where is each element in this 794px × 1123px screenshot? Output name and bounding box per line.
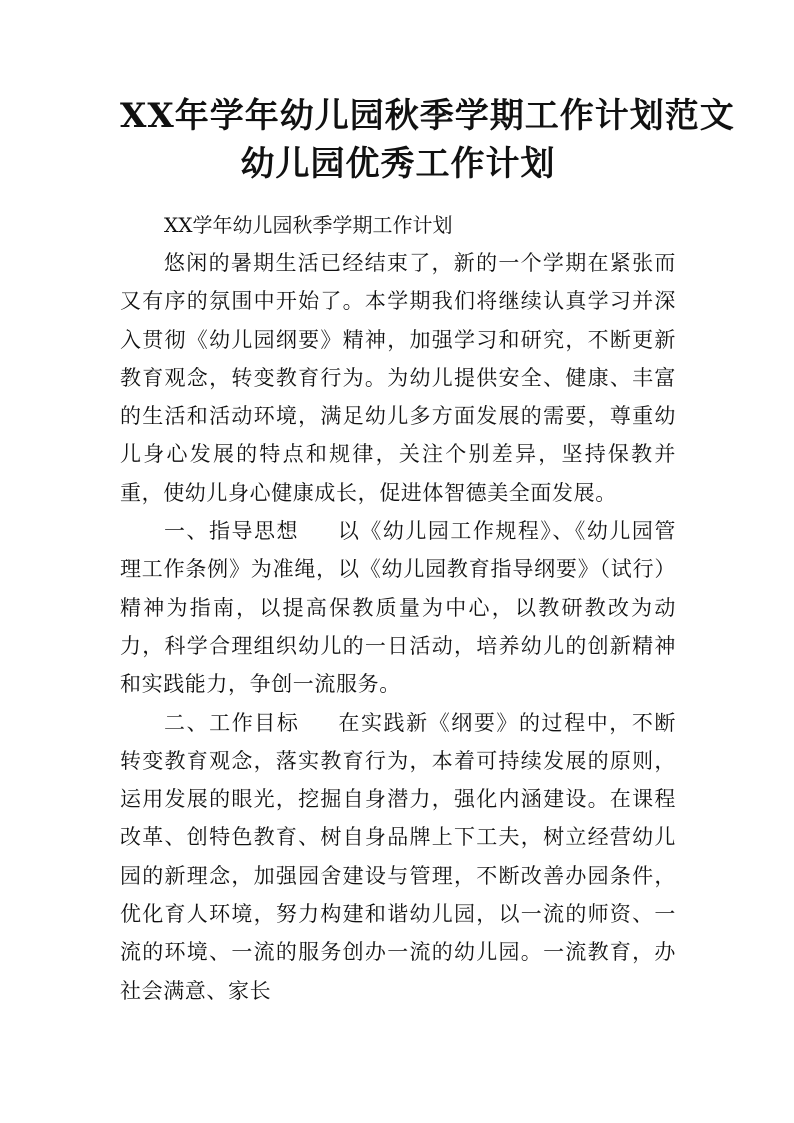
- section-heading: 二、工作目标: [164, 710, 300, 735]
- document-title: [120, 92, 735, 188]
- plan-subtitle: XX学年幼儿园秋季学期工作计划: [164, 213, 453, 237]
- title-line-1: XX年学年幼儿园秋季学期工作计划范文: [120, 96, 735, 136]
- section-guiding-thought: [120, 512, 676, 703]
- section-body: 以《幼儿园工作规程》、《幼儿园管理工作条例》为准绳，以《幼儿园教育指导纲要》（试行）精神为指南，以提高保教质量为中心，以教研教改为动力，科学合理组织幼儿的一日活动，培养幼儿的创新精神和实践能力，争创一流服务。: [120, 519, 676, 697]
- title-line-2: 幼儿园优秀工作计划: [240, 144, 556, 184]
- section-work-goals: [120, 704, 676, 1010]
- section-heading: 一、指导思想: [164, 519, 299, 544]
- intro-paragraph: 悠闲的暑期生活已经结束了，新的一个学期在紧张而又有序的氛围中开始了。本学期我们将继续认真学习并深入贯彻《幼儿园纲要》精神，加强学习和研究，不断更新教育观念，转变教育行为。为幼儿提供安全、健康、丰富的生活和活动环境，满足幼儿多方面发展的需要，尊重幼儿身心发展的特点和规律，关注个别差异，坚持保教并重，使幼儿身心健康成长，促进体智德美全面发展。: [120, 251, 676, 505]
- section-body: 在实践新《纲要》的过程中，不断转变教育观念，落实教育行为，本着可持续发展的原则，运用发展的眼光，挖掘自身潜力，强化内涵建设。在课程改革、创特色教育、树自身品牌上下工夫，树立经营幼儿园的新理念，加强园舍建设与管理，不断改善办园条件，优化育人环境，努力构建和谐幼儿园，以一流的师资、一流的环境、一流的服务创办一流的幼儿园。一流教育，办社会满意、家长: [120, 710, 677, 1003]
